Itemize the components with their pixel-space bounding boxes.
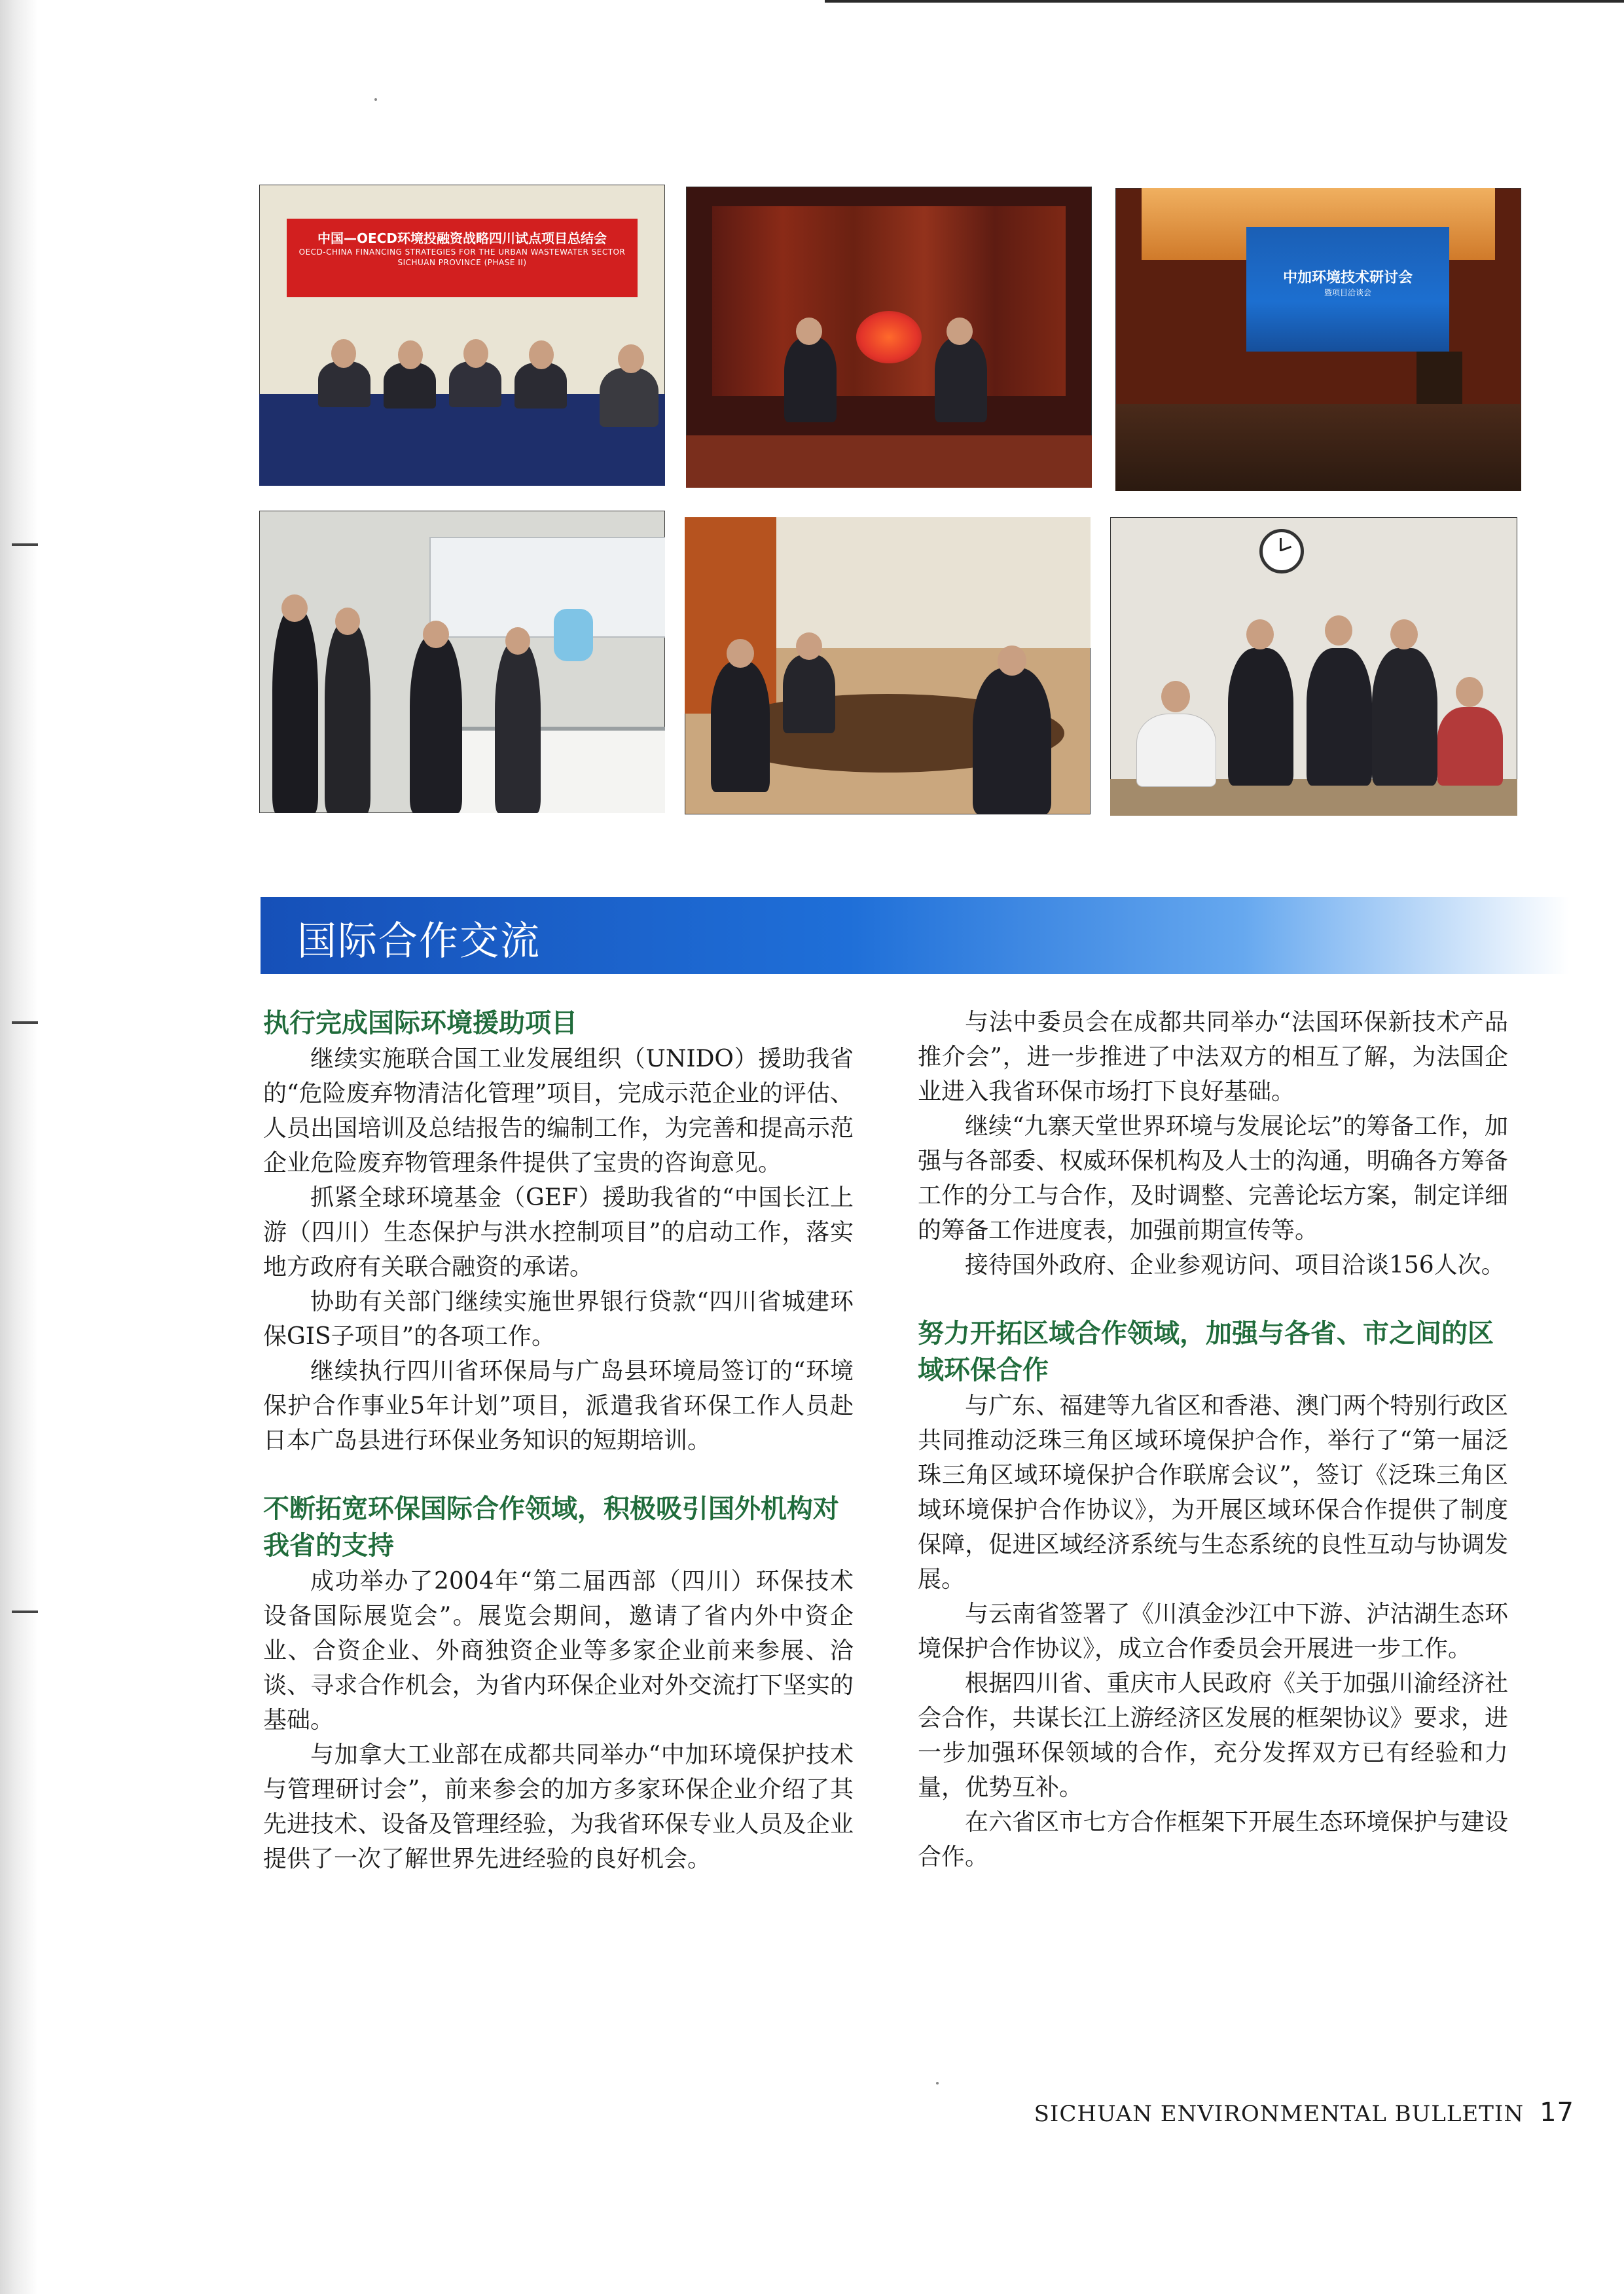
- participant-head: [1161, 681, 1190, 712]
- attendee-head: [398, 340, 423, 369]
- paragraph: 接待国外政府、企业参观访问、项目洽谈156人次。: [965, 1252, 1505, 1279]
- attendee-head: [727, 639, 754, 668]
- top-rule: [825, 0, 1624, 3]
- publication-name: SICHUAN ENVIRONMENTAL BULLETIN: [1034, 2101, 1525, 2127]
- subheading-aid-projects: 执行完成国际环境援助项目: [263, 1008, 577, 1038]
- meeting-banner: [287, 219, 638, 297]
- participant: [1228, 648, 1293, 786]
- attendee: [973, 668, 1051, 814]
- audience-area: [1115, 404, 1521, 491]
- paragraph: 在六省区市七方合作框架下开展生态环境保护与建设合作。: [918, 1809, 1508, 1870]
- participant: [1136, 714, 1216, 787]
- attendee-head: [529, 340, 554, 369]
- page-number: 17: [1540, 2098, 1574, 2128]
- participant-head: [1246, 619, 1274, 649]
- section-header: [261, 897, 1570, 974]
- binding-mark: [12, 1021, 38, 1024]
- banner-subtitle: SICHUAN PROVINCE (PHASE II): [397, 258, 527, 267]
- screen-title: 中加环境技术研讨会: [1282, 270, 1413, 286]
- screen-subtitle: 暨项目洽谈会: [1324, 288, 1371, 297]
- visitor-head: [423, 621, 449, 648]
- scan-speck: [374, 98, 377, 101]
- paragraph: 抓紧全球环境基金（GEF）援助我省的“中国长江上游（四川）生态保护与洪水控制项目”的启动工作，落实地方政府有关联合融资的承诺。: [263, 1184, 854, 1281]
- right-column: [918, 1005, 1508, 1874]
- projection-screen: [1246, 227, 1449, 352]
- paragraph: 成功举办了2004年“第二届西部（四川）环保技术设备国际展览会”。展览会期间，邀请了省内外中资企业、合资企业、外商独资企业等多家企业前来参展、洽谈、寻求合作机会，为省内环保企业对外交流打下坚实的基础。: [263, 1568, 854, 1734]
- photo-conference: [685, 517, 1091, 814]
- attendee: [711, 661, 770, 792]
- attendee-head: [618, 344, 644, 373]
- paragraph: 与广东、福建等九省区和香港、澳门两个特别行政区共同推动泛珠三角区域环境保护合作，举行了“第一届泛珠三角区域环境保护合作联席会议”，签订《泛珠三角区域环境保护合作协议》，为开展区域环保合作提供了制度保障，促进区域经济系统与生态系统的良性互动与协调发展。: [918, 1393, 1508, 1593]
- visitor: [325, 622, 370, 813]
- participant-head: [1456, 677, 1483, 707]
- banner-title: 中国—OECD环境投融资战略四川试点项目总结会: [317, 230, 607, 246]
- banner-subtitle: OECD-CHINA FINANCING STRATEGIES FOR THE URBAN WASTEWATER SECTOR: [298, 247, 626, 257]
- paragraph: 与法中委员会在成都共同举办“法国环保新技术产品推介会”，进一步推进了中法双方的相互了解，为法国企业进入我省环保市场打下良好基础。: [918, 1009, 1508, 1105]
- visitor-head: [505, 627, 530, 655]
- photo-seminar: [1115, 188, 1521, 491]
- attendee-head: [463, 339, 488, 368]
- attendee: [318, 361, 370, 407]
- spacer: [918, 1283, 1508, 1315]
- participant: [1372, 648, 1437, 786]
- decorative-screen: [712, 206, 1066, 396]
- photo-group-portrait: [1110, 517, 1517, 816]
- attendee: [784, 337, 837, 422]
- attendee: [514, 363, 567, 409]
- lab-window: [429, 537, 665, 638]
- section-title: 国际合作交流: [297, 919, 541, 964]
- binding-edge: [0, 0, 38, 2294]
- attendee: [600, 368, 659, 427]
- binding-mark: [12, 543, 38, 546]
- attendee-head: [331, 339, 356, 368]
- photo-oecd-meeting: [259, 185, 665, 486]
- photo-lab-visit: [259, 511, 665, 813]
- attendee-head: [796, 318, 822, 345]
- visitor-head: [281, 594, 308, 622]
- attendee: [783, 655, 835, 733]
- wall-clock: [1259, 529, 1304, 574]
- participant: [1437, 707, 1503, 786]
- attendee: [449, 361, 501, 407]
- binding-mark: [12, 1611, 38, 1613]
- attendee-head: [998, 646, 1026, 676]
- paragraph: 继续实施联合国工业发展组织（UNIDO）援助我省的“危险废弃物清洁化管理”项目，完成示范企业的评估、人员出国培训及总结报告的编制工作，为完善和提高示范企业危险废弃物管理条件提供了宝贵的咨询意见。: [263, 1046, 854, 1176]
- photo-reception: [686, 187, 1092, 488]
- paragraph: 根据四川省、重庆市人民政府《关于加强川渝经济社会合作，共谋长江上游经济区发展的框架协议》要求，进一步加强环保领域的合作，充分发挥双方已有经验和力量，优势互补。: [918, 1670, 1508, 1801]
- participant-head: [1325, 615, 1352, 646]
- flower-arrangement: [856, 311, 922, 363]
- paragraph: 协助有关部门继续实施世界银行贷款“四川省城建环保GIS子项目”的各项工作。: [263, 1288, 854, 1350]
- paragraph: 继续“九寨天堂世界环境与发展论坛”的筹备工作，加强与各部委、权威环保机构及人士的沟通，明确各方筹备工作的分工与合作，及时调整、完善论坛方案，制定详细的筹备工作进度表，加强前期宣传等。: [918, 1113, 1508, 1244]
- participant: [1307, 648, 1372, 786]
- subheading-international-cooperation: 不断拓宽环保国际合作领域，积极吸引国外机构对我省的支持: [263, 1494, 839, 1561]
- attendee: [935, 337, 987, 422]
- visitor: [495, 642, 541, 813]
- spacer: [263, 1458, 854, 1491]
- page-footer: [1034, 2098, 1574, 2128]
- paragraph: 与加拿大工业部在成都共同举办“中加环境保护技术与管理研讨会”，前来参会的加方多家环保企业介绍了其先进技术、设备及管理经验，为我省环保专业人员及企业提供了一次了解世界先进经验的良好机会。: [263, 1741, 854, 1872]
- visitor: [272, 609, 318, 813]
- scan-speck: [936, 2082, 939, 2085]
- visitor-head: [335, 608, 360, 635]
- clock-hand: [1281, 546, 1291, 551]
- water-jug: [554, 609, 593, 661]
- attendee-head: [796, 632, 822, 660]
- wall: [776, 517, 1091, 648]
- paragraph: 继续执行四川省环保局与广岛县环境局签订的“环境保护合作事业5年计划”项目，派遣我省环保工作人员赴日本广岛县进行环保业务知识的短期培训。: [263, 1358, 854, 1454]
- attendee: [384, 363, 436, 409]
- participant-head: [1390, 619, 1418, 649]
- paragraph: 与云南省签署了《川滇金沙江中下游、泸沽湖生态环境保护合作协议》，成立合作委员会开展进一步工作。: [918, 1601, 1508, 1662]
- left-column: [263, 1005, 854, 1876]
- visitor: [410, 635, 462, 813]
- attendee-head: [947, 318, 973, 345]
- carpet: [686, 435, 1092, 488]
- subheading-regional-cooperation: 努力开拓区域合作领域，加强与各省、市之间的区域环保合作: [918, 1319, 1494, 1385]
